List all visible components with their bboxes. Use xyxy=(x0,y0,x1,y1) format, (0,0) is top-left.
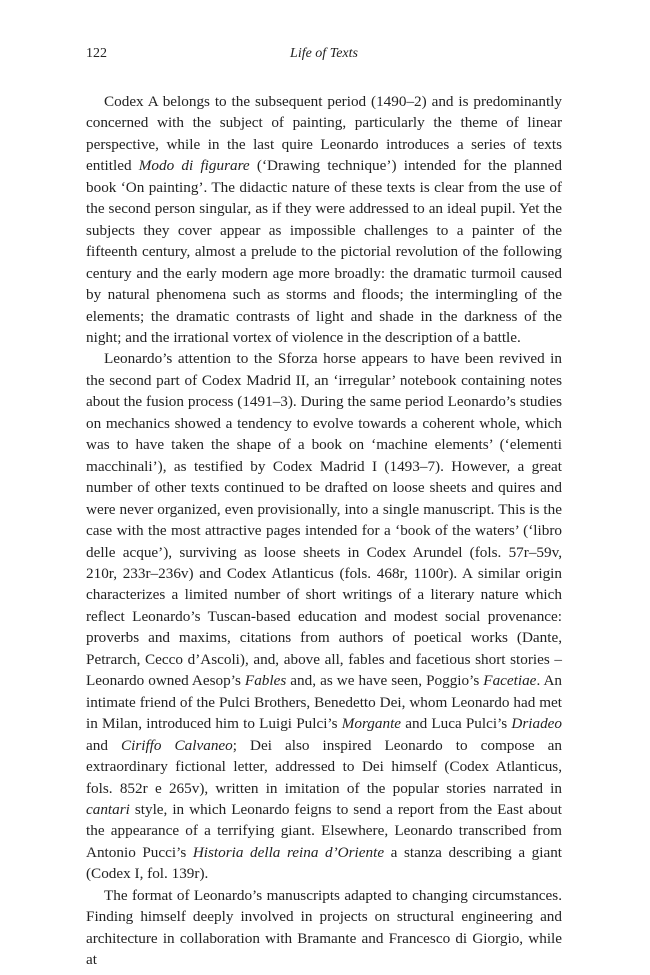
text-run: a stanza describing a giant (Codex I, fol. 139r). xyxy=(86,843,563,883)
text-run: and xyxy=(86,736,121,754)
text-run: . An intimate friend of the Pulci Brothers, Benedetto Dei, whom Leonardo had met in Milan, introduced him to Luigi Pulci’s xyxy=(86,672,563,733)
paragraph xyxy=(86,885,562,971)
body-text xyxy=(86,91,562,971)
text-run: (‘Drawing technique’) intended for the planned book ‘On painting’. The didactic nature of these texts is clear from the use of the second person singular, as if they were addressed to an ideal pupil. Yet the subjects they cover appear as impossible challenges to a painter of the fifteenth century, almost a prelude to the pictorial revolution of the following century and the early modern age more broadly: the dramatic turmoil caused by natural phenomena such as storms and floods; the intermingling of the elements; the dramatic contrasts of light and shade in the darkness of the night; and the irrational vortex of violence in the description of a battle. xyxy=(86,157,562,346)
text-run: Codex A belongs to the subsequent period (1490–2) and is predominantly concerned with the subject of painting, particularly the theme of linear perspective, while in the last quire Leonardo introduces a series of texts entitled xyxy=(86,93,562,175)
text-run: style, in which Leonardo feigns to send a report from the East about the appearance of a terrifying giant. Elsewhere, Leonardo transcribed from Antonio Pucci’s xyxy=(86,800,562,861)
running-title: Life of Texts xyxy=(290,46,358,61)
italic-title-text: Historia della reina d’Oriente xyxy=(192,843,385,861)
italic-title-text: Morgante xyxy=(341,715,402,733)
italic-title-text: Ciriffo Calvaneo xyxy=(120,736,233,754)
italic-title-text: Modo di figurare xyxy=(138,157,250,175)
text-run: and Luca Pulci’s xyxy=(401,715,512,733)
italic-title-text: Facetiae xyxy=(483,672,537,690)
text-run: The format of Leonardo’s manuscripts adapted to changing circumstances. Finding himself deeply involved in projects on structural engineering and architecture in collaboration with Bramante and Francesco di Giorgio, while at xyxy=(86,886,562,969)
text-run: Leonardo’s attention to the Sforza horse appears to have been revived in the second part of Codex Madrid II, an ‘irregular’ notebook containing notes about the fusion process (1491–3). During the same period Leonardo’s studies on mechanics showed a tendency to evolve towards a coherent whole, which was to have taken the shape of a book on ‘machine elements’ (‘elementi macchinali’), as testified by Codex Madrid I (1493–7). However, a great number of other texts continued to be drafted on loose sheets and quires and were never organized, even provisionally, into a single manuscript. This is the case with the most attractive pages intended for a ‘book of the waters’ (‘libro delle acque’), surviving as loose sheets in Codex Arundel (fols. 57r–59v, 210r, 233r–236v) and Codex Atlanticus (fols. 468r, 1100r). A similar origin characterizes a limited number of short writings of a literary nature which reflect Leonardo’s Tuscan-based education and modest social provenance: proverbs and maxims, citations from authors of poetical works (Dante, Petrarch, Cecco d’Ascoli), and, above all, fables and facetious short stories – Leonardo owned Aesop’s xyxy=(86,350,562,690)
italic-title-text: Fables xyxy=(244,672,287,690)
italic-title-text: Driadeo xyxy=(511,715,562,733)
paragraph xyxy=(86,91,562,348)
page-header xyxy=(86,44,562,64)
text-run: ; Dei also inspired Leonardo to compose an extraordinary fictional letter, addressed to Dei himself (Codex Atlanticus, fols. 852r e 265v), written in imitation of the popular stories narrated in xyxy=(86,736,562,797)
paragraph xyxy=(86,348,562,884)
page-number: 122 xyxy=(86,46,107,61)
text-run: and, as we have seen, Poggio’s xyxy=(286,672,484,690)
italic-title-text: cantari xyxy=(86,800,130,818)
